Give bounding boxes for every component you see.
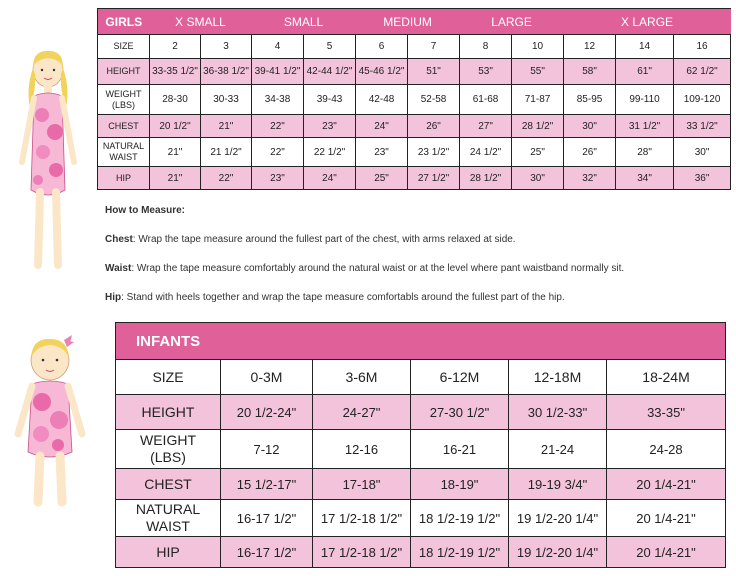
table-cell: 109-120 — [674, 85, 731, 115]
row-label-line1: NATURAL — [135, 501, 201, 517]
table-cell: 36" — [674, 167, 731, 190]
table-cell: 30-33 — [201, 85, 252, 115]
table-row — [98, 85, 731, 115]
row-label-line2: (LBS) — [111, 99, 135, 110]
row-label: HEIGHT — [98, 59, 150, 85]
girls-size-chart — [97, 8, 731, 190]
size-group-large: LARGE — [460, 9, 564, 35]
infant-illustration — [6, 330, 96, 510]
table-cell: 3 — [201, 35, 252, 59]
row-label — [116, 430, 221, 469]
table-cell: 6-12M — [411, 360, 509, 395]
row-label-line2: (LBS) — [150, 449, 186, 465]
row-label — [98, 85, 150, 115]
table-cell: 17 1/2-18 1/2" — [313, 500, 411, 537]
table-cell: 5 — [304, 35, 356, 59]
row-label — [98, 138, 150, 167]
table-cell: 24" — [356, 115, 408, 138]
table-cell: 27-30 1/2" — [411, 395, 509, 430]
infants-header-row — [116, 323, 726, 360]
table-cell: 24" — [304, 167, 356, 190]
table-cell: 20 1/4-21" — [607, 500, 726, 537]
table-cell: 0-3M — [221, 360, 313, 395]
table-cell: 30" — [512, 167, 564, 190]
row-label: HIP — [116, 537, 221, 568]
table-cell: 12-16 — [313, 430, 411, 469]
table-cell: 19-19 3/4" — [509, 469, 607, 500]
row-label-line2: WAIST — [109, 152, 138, 162]
table-cell: 7-12 — [221, 430, 313, 469]
table-cell: 20 1/4-21" — [607, 469, 726, 500]
table-cell: 52-58 — [408, 85, 460, 115]
table-row — [98, 138, 731, 167]
table-cell: 45-46 1/2" — [356, 59, 408, 85]
table-cell: 22" — [252, 115, 304, 138]
table-cell: 10 — [512, 35, 564, 59]
table-row — [116, 469, 726, 500]
table-cell: 18-19" — [411, 469, 509, 500]
table-cell: 36-38 1/2" — [201, 59, 252, 85]
table-cell: 30" — [674, 138, 731, 167]
table-cell: 71-87 — [512, 85, 564, 115]
table-cell: 39-43 — [304, 85, 356, 115]
row-label: SIZE — [98, 35, 150, 59]
table-cell: 7 — [408, 35, 460, 59]
infants-title: INFANTS — [116, 323, 726, 360]
table-cell: 21 1/2" — [201, 138, 252, 167]
table-cell: 23" — [252, 167, 304, 190]
table-cell: 24 1/2" — [460, 138, 512, 167]
size-group-x-small: X SMALL — [150, 9, 252, 35]
row-label: SIZE — [116, 360, 221, 395]
table-row — [116, 430, 726, 469]
how-to-measure-waist — [105, 263, 624, 274]
table-cell: 28 1/2" — [512, 115, 564, 138]
how-to-measure-chest — [105, 234, 516, 245]
table-cell: 42-48 — [356, 85, 408, 115]
hip-label: Hip — [105, 292, 122, 303]
table-cell: 26" — [564, 138, 616, 167]
table-cell: 30 1/2-33" — [509, 395, 607, 430]
table-cell: 20 1/4-21" — [607, 537, 726, 568]
table-cell: 17 1/2-18 1/2" — [313, 537, 411, 568]
table-cell: 17-18" — [313, 469, 411, 500]
how-to-measure-title: How to Measure: — [105, 205, 186, 216]
girls-header-row — [98, 9, 731, 35]
size-group-x-large: X LARGE — [564, 9, 731, 35]
table-cell: 23" — [356, 138, 408, 167]
table-row — [98, 35, 731, 59]
table-row — [116, 395, 726, 430]
table-cell: 99-110 — [616, 85, 674, 115]
table-cell: 22" — [252, 138, 304, 167]
table-cell: 32" — [564, 167, 616, 190]
table-cell: 2 — [150, 35, 201, 59]
table-cell: 6 — [356, 35, 408, 59]
table-cell: 61-68 — [460, 85, 512, 115]
row-label: CHEST — [116, 469, 221, 500]
table-cell: 28" — [616, 138, 674, 167]
table-cell: 22 1/2" — [304, 138, 356, 167]
row-label: CHEST — [98, 115, 150, 138]
table-cell: 33-35" — [607, 395, 726, 430]
table-cell: 58" — [564, 59, 616, 85]
table-cell: 3-6M — [313, 360, 411, 395]
hip-text: : Stand with heels together and wrap the tape measure comfortabls around the fullest part of the hip. — [121, 292, 565, 303]
chest-label: Chest — [105, 234, 133, 245]
table-cell: 22" — [201, 167, 252, 190]
table-cell: 20 1/2" — [150, 115, 201, 138]
table-cell: 14 — [616, 35, 674, 59]
row-label: HIP — [98, 167, 150, 190]
table-cell: 23 1/2" — [408, 138, 460, 167]
table-cell: 27" — [460, 115, 512, 138]
row-label-line1: NATURAL — [102, 141, 145, 151]
table-cell: 39-41 1/2" — [252, 59, 304, 85]
waist-text: : Wrap the tape measure comfortably around the natural waist or at the level where pant waistband normally sit. — [131, 263, 625, 274]
table-cell: 8 — [460, 35, 512, 59]
table-row — [98, 167, 731, 190]
table-cell: 24-28 — [607, 430, 726, 469]
table-cell: 21" — [150, 138, 201, 167]
table-cell: 23" — [304, 115, 356, 138]
infants-size-chart — [115, 322, 726, 568]
table-cell: 20 1/2-24" — [221, 395, 313, 430]
girl-illustration — [8, 40, 90, 280]
table-cell: 12 — [564, 35, 616, 59]
row-label-line1: WEIGHT — [105, 88, 142, 99]
table-cell: 19 1/2-20 1/4" — [509, 500, 607, 537]
table-cell: 18 1/2-19 1/2" — [411, 500, 509, 537]
table-cell: 51" — [408, 59, 460, 85]
table-cell: 16-17 1/2" — [221, 500, 313, 537]
table-cell: 61" — [616, 59, 674, 85]
table-row — [98, 59, 731, 85]
table-cell: 21" — [201, 115, 252, 138]
row-label: HEIGHT — [116, 395, 221, 430]
girls-title: GIRLS — [98, 9, 150, 35]
table-cell: 28 1/2" — [460, 167, 512, 190]
table-cell: 34" — [616, 167, 674, 190]
size-group-medium: MEDIUM — [356, 9, 460, 35]
table-cell: 21" — [150, 167, 201, 190]
table-cell: 4 — [252, 35, 304, 59]
row-label — [116, 500, 221, 537]
how-to-measure-hip — [105, 292, 565, 303]
table-cell: 18 1/2-19 1/2" — [411, 537, 509, 568]
table-row — [116, 537, 726, 568]
chest-text: : Wrap the tape measure around the fullest part of the chest, with arms relaxed at side. — [132, 234, 516, 245]
table-cell: 24-27" — [313, 395, 411, 430]
table-cell: 33 1/2" — [674, 115, 731, 138]
table-row — [98, 115, 731, 138]
table-cell: 62 1/2" — [674, 59, 731, 85]
row-label-line1: WEIGHT — [140, 432, 196, 448]
table-cell: 25" — [356, 167, 408, 190]
table-cell: 21-24 — [509, 430, 607, 469]
table-cell: 33-35 1/2" — [150, 59, 201, 85]
waist-label: Waist — [105, 263, 132, 274]
table-cell: 12-18M — [509, 360, 607, 395]
size-group-small: SMALL — [252, 9, 356, 35]
table-cell: 25" — [512, 138, 564, 167]
table-cell: 27 1/2" — [408, 167, 460, 190]
table-cell: 16-21 — [411, 430, 509, 469]
table-cell: 16 — [674, 35, 731, 59]
row-label-line2: WAIST — [146, 518, 190, 534]
table-cell: 31 1/2" — [616, 115, 674, 138]
table-row — [116, 500, 726, 537]
table-cell: 53" — [460, 59, 512, 85]
table-cell: 42-44 1/2" — [304, 59, 356, 85]
table-cell: 55" — [512, 59, 564, 85]
table-cell: 85-95 — [564, 85, 616, 115]
table-cell: 26" — [408, 115, 460, 138]
table-cell: 30" — [564, 115, 616, 138]
table-cell: 18-24M — [607, 360, 726, 395]
table-cell: 15 1/2-17" — [221, 469, 313, 500]
table-cell: 28-30 — [150, 85, 201, 115]
table-row — [116, 360, 726, 395]
table-cell: 16-17 1/2" — [221, 537, 313, 568]
table-cell: 34-38 — [252, 85, 304, 115]
table-cell: 19 1/2-20 1/4" — [509, 537, 607, 568]
